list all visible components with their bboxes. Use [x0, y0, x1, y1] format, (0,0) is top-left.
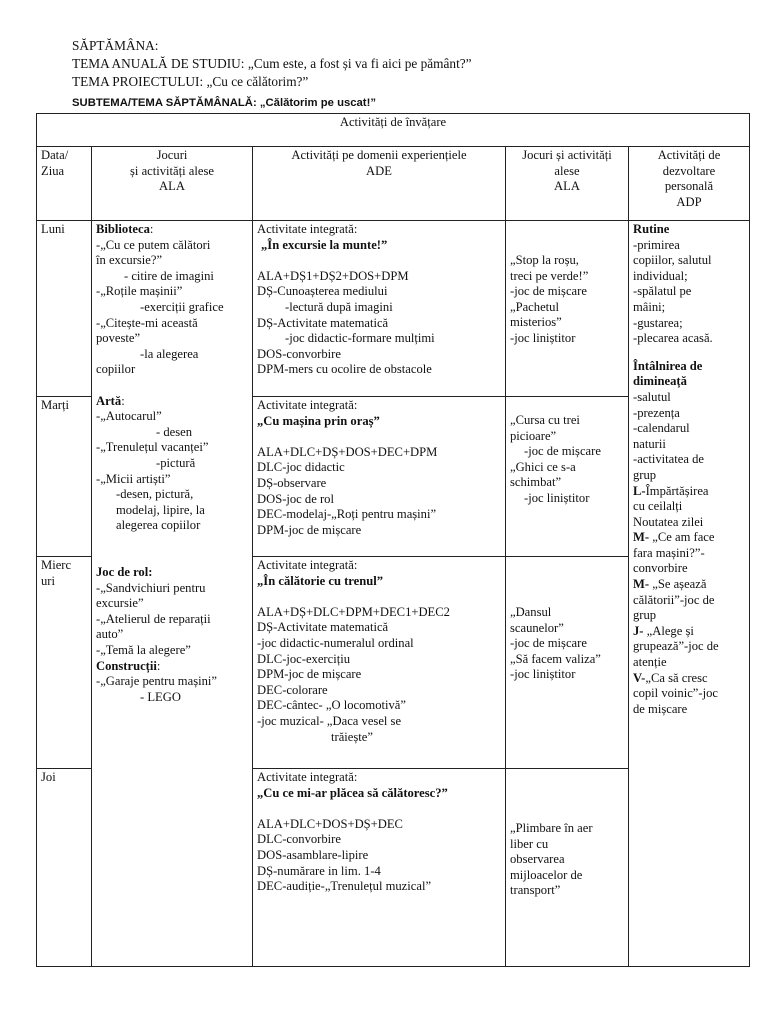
day-cell: Mierc uri — [37, 557, 92, 769]
table-row — [37, 221, 750, 397]
joc-de-rol-title: Joc de rol: — [96, 565, 153, 580]
annual-theme — [72, 56, 472, 72]
ade-title: „Cu mașina prin oraș” — [257, 413, 380, 428]
activity-table — [36, 113, 750, 967]
arta-title: Artă — [96, 393, 122, 408]
project-theme-value: : „Cu ce călătorim?” — [199, 74, 309, 89]
table-title: Activități de învățare — [37, 114, 750, 147]
noutatea-zilei: Noutatea zilei — [633, 514, 704, 529]
annual-theme-label: TEMA ANUALĂ DE STUDIU — [72, 56, 241, 71]
col-header-adp: Activități de dezvoltare personală ADP — [629, 147, 750, 221]
ade-title: „Cu ce mi-ar plăcea să călătoresc?” — [257, 785, 448, 800]
intalnirea-title: Întâlnirea de — [633, 358, 703, 373]
ala1-cell: Biblioteca: -„Cu ce putem călători în excursie?” - citire de imagini -„Roțile mașinii” -exerciții grafice -„Citește-mi această poveste” -la alegerea copiilor Artă: -„Autocarul” - desen -„Trenulețul vacanței” -pictură -„Micii artiști” -desen, pictură, modelaj, lipire, la alegerea copiilor Joc de rol: -„Sandvichiuri pentru excursie” -„Atelierul de reparații auto” -„Temă la alegere” Construcții: -„Garaje pentru mașini” - LEGO — [92, 221, 253, 967]
project-theme — [72, 74, 308, 90]
adp-cell: Rutine -primirea copiilor, salutul individual; -spălatul pe mâini; -gustarea; -plecarea acasă. Întâlnirea de dimineață -salutul -prezența -calendarul naturii -activitatea de grup L-Împărtășirea cu ceilalți Noutatea zilei M- „Ce am face fara mașini?”- convorbire M- „Se așează călătorii”-joc de grup J- „Alege și grupează”-joc de atenție V-„Ca să cresc copil voinic”-joc de mișcare — [629, 221, 750, 967]
ade-title: „În excursie la munte!” — [261, 237, 388, 252]
weekly-subtheme: SUBTEMA/TEMA SĂPTĂMÂNALĂ: „Călătorim pe uscat!” — [72, 97, 376, 109]
col-header-day: Data/ Ziua — [37, 147, 92, 221]
day-cell: Marți — [37, 397, 92, 557]
week-label: SĂPTĂMÂNA: — [72, 38, 159, 53]
rutine-title: Rutine — [633, 222, 670, 236]
ade-cell-tuesday: Activitate integrată: „Cu mașina prin oraș” ALA+DLC+DȘ+DOS+DEC+DPM DLC-joc didactic DȘ-observare DOS-joc de rol DEC-modelaj-„Roți pentru mașini” DPM-joc de mișcare — [253, 397, 506, 557]
ade-cell-wednesday: Activitate integrată: „În călătorie cu trenul” ALA+DȘ+DLC+DPM+DEC1+DEC2 DȘ-Activitate matematică -joc didactic-numeralul ordinal DLC-joc-exercițiu DPM-joc de mișcare DEC-colorare DEC-cântec- „O locomotivă” -joc muzical- „Daca vesel se trăiește” — [253, 557, 506, 769]
ala2-cell-thursday: „Plimbare în aer liber cu observarea mijloacelor de transport” — [506, 769, 629, 967]
ala2-cell-wednesday: „Dansul scaunelor” -joc de mișcare „Să facem valiza” -joc liniștitor — [506, 557, 629, 769]
ade-title: „În călătorie cu trenul” — [257, 573, 384, 588]
ade-cell-monday: Activitate integrată: „În excursie la munte!” ALA+DȘ1+DȘ2+DOS+DPM DȘ-Cunoașterea mediului -lectură după imagini DȘ-Activitate matematică -joc didactic-formare mulțimi DOS-convorbire DPM-mers cu ocolire de obstacole — [253, 221, 506, 397]
ala2-cell-tuesday: „Cursa cu trei picioare” -joc de mișcare „Ghici ce s-a schimbat” -joc liniștitor — [506, 397, 629, 557]
constructii-title: Construcții — [96, 658, 157, 673]
col-header-ala1: Jocuri și activități alese ALA — [92, 147, 253, 221]
annual-theme-value: : „Cum este, a fost și va fi aici pe pământ?” — [240, 56, 472, 71]
biblioteca-title: Biblioteca — [96, 222, 150, 236]
ade-cell-thursday: Activitate integrată: „Cu ce mi-ar plăcea să călătoresc?” ALA+DLC+DOS+DȘ+DEC DLC-convorbire DOS-asamblare-lipire DȘ-numărare in lim. 1-4 DEC-audiție-„Trenulețul muzical” — [253, 769, 506, 967]
col-header-ala2: Jocuri și activități alese ALA — [506, 147, 629, 221]
day-cell: Luni — [37, 221, 92, 397]
day-cell: Joi — [37, 769, 92, 967]
project-theme-label: TEMA PROIECTULUI — [72, 74, 200, 89]
ala2-cell-monday: „Stop la roșu, treci pe verde!” -joc de mișcare „Pachetul misterios” -joc liniștitor — [506, 221, 629, 397]
col-header-ade: Activități pe domenii experiențiele ADE — [253, 147, 506, 221]
